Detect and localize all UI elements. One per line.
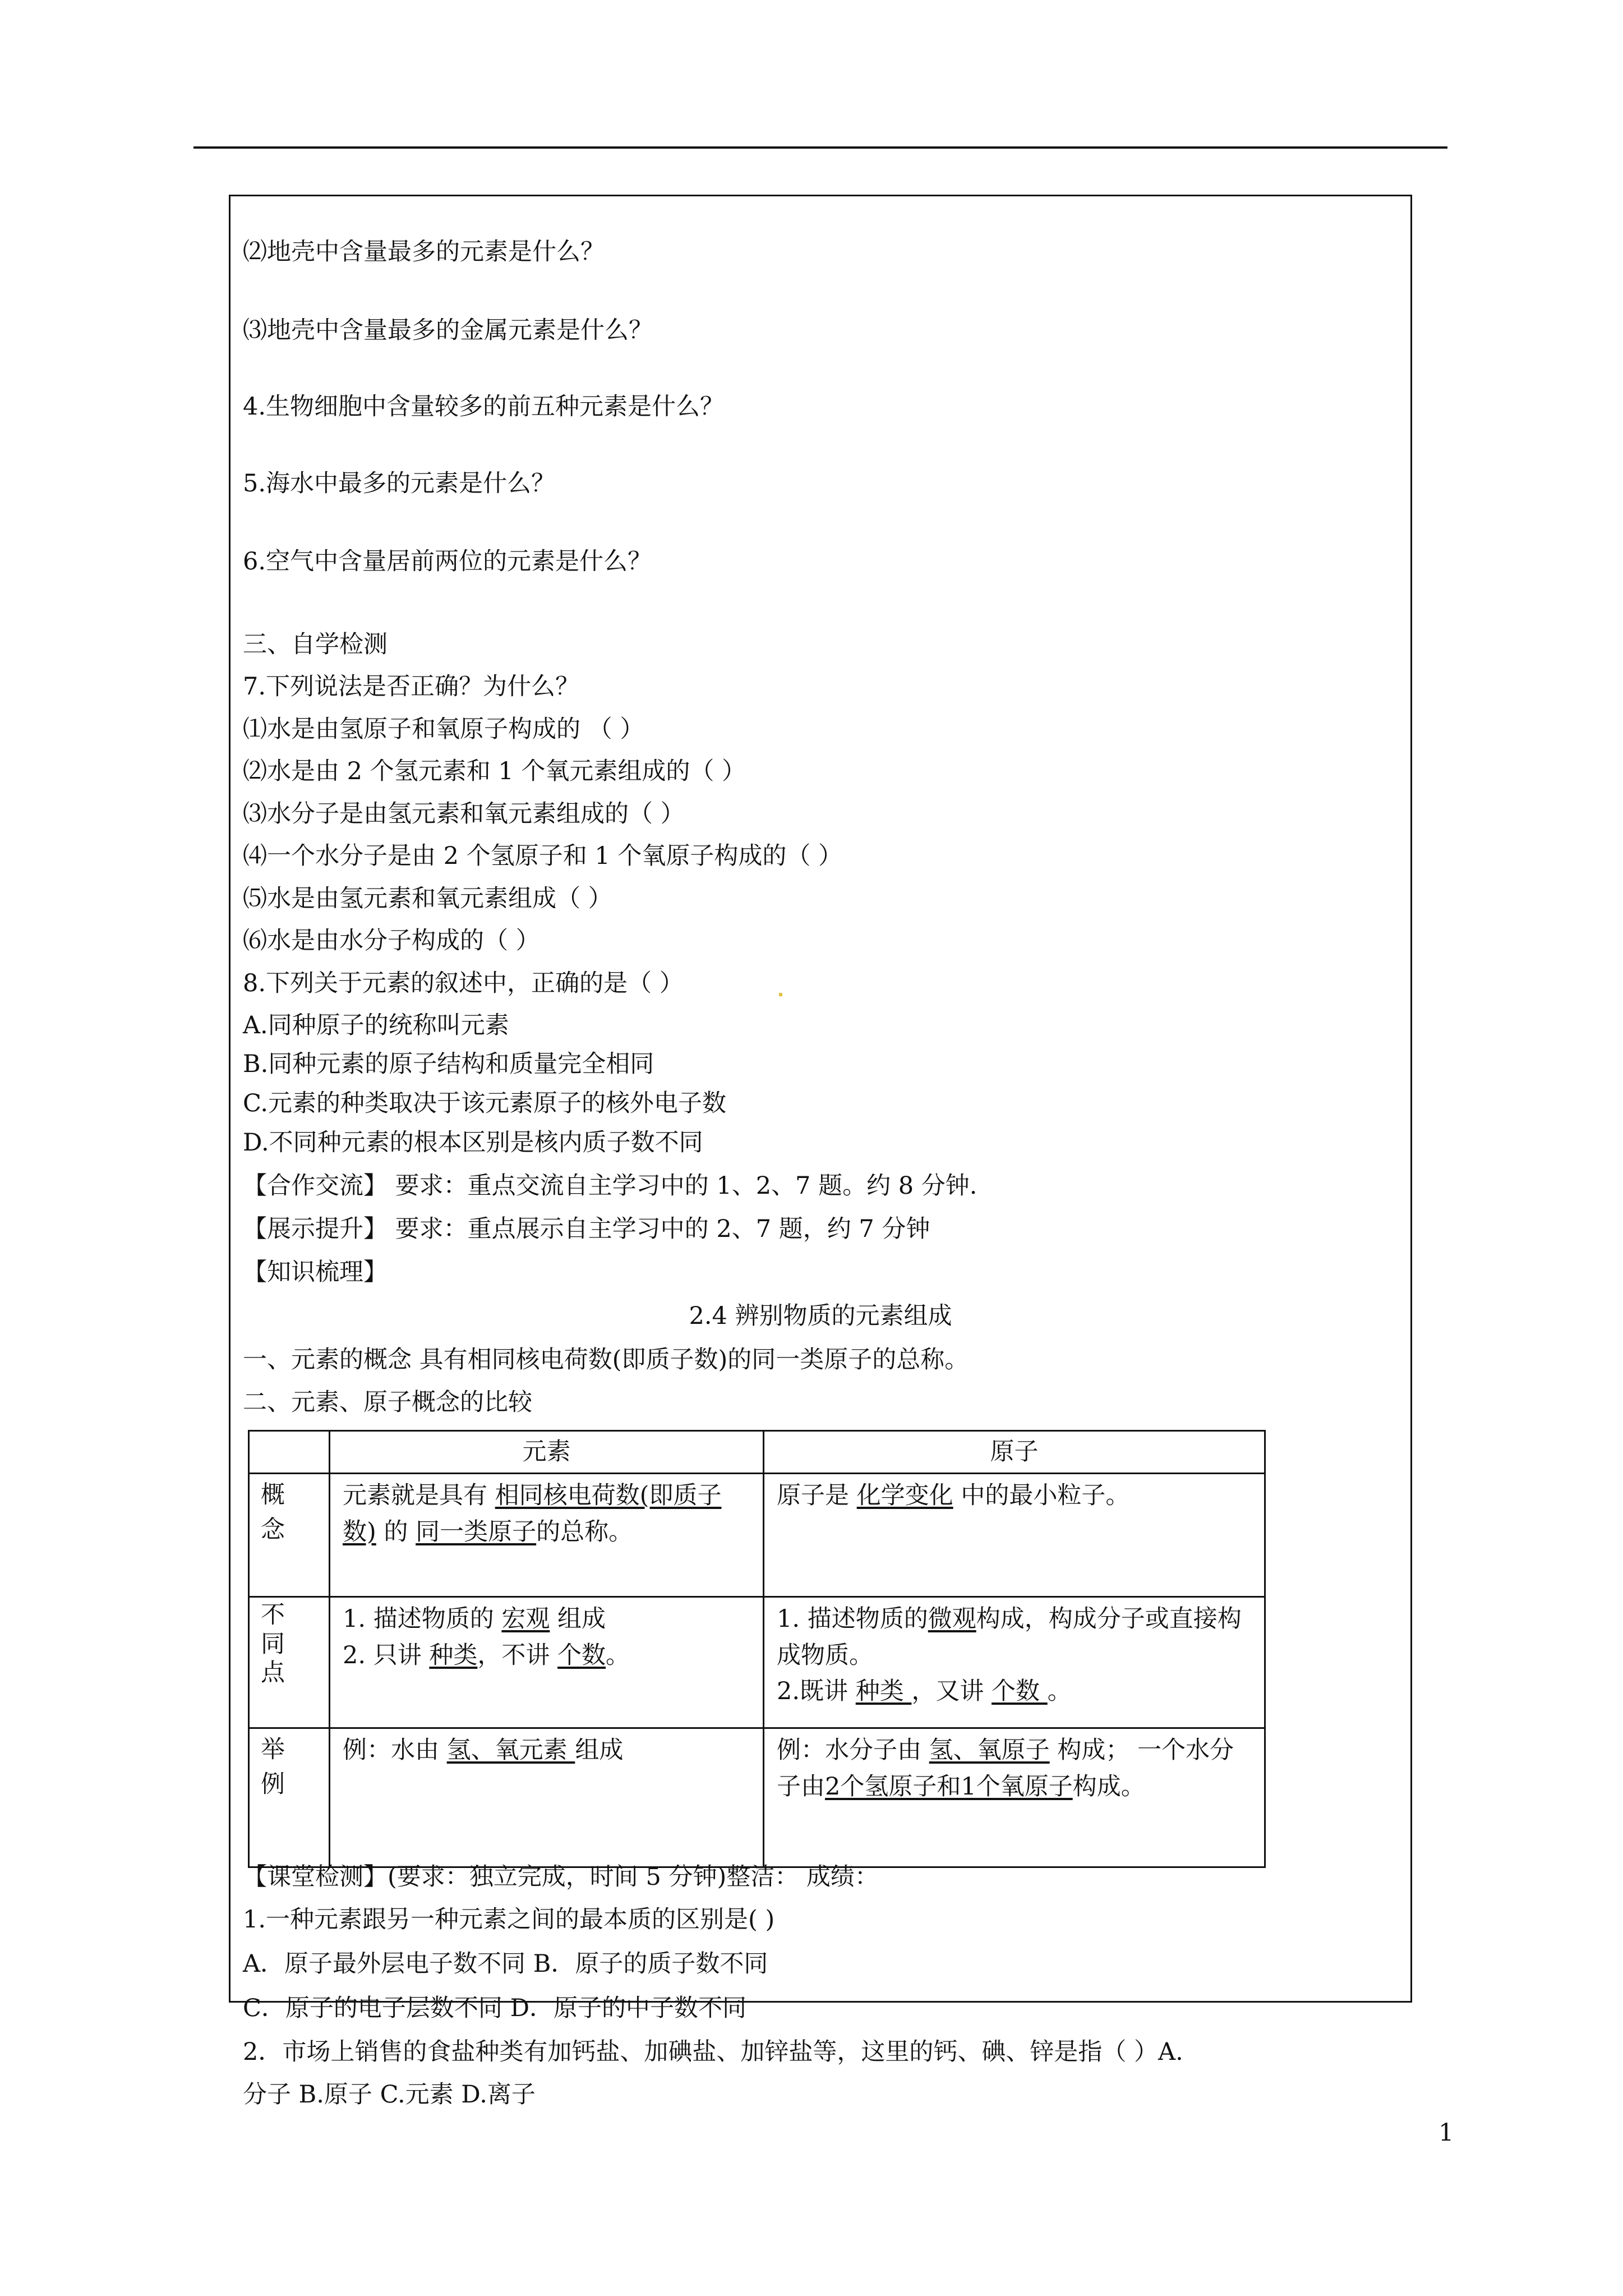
question-8-option-b: B.同种元素的原子结构和质量完全相同 [243,1050,654,1078]
question-8: 8.下列关于元素的叙述中，正确的是（ ） [243,969,684,997]
table-header-corner [249,1431,330,1474]
table-header-element: 元素 [330,1431,764,1474]
test-question-1-options-ab: A．原子最外层电子数不同 B．原子的质子数不同 [243,1950,768,1978]
header-rule [193,146,1447,149]
table-row [249,1474,1265,1597]
row-label-example: 举例 [249,1728,330,1867]
question-7-item-5: ⑸水是由氢元素和氧元素组成（ ） [243,885,612,913]
table-header-row [249,1431,1265,1474]
element-concept: 一、元素的概念 具有相同核电荷数(即质子数)的同一类原子的总称。 [243,1346,969,1374]
table-header-atom: 原子 [764,1431,1265,1474]
question-6: 6.空气中含量居前两位的元素是什么？ [243,547,652,576]
section-subtitle: 2.4 辨别物质的元素组成 [689,1302,952,1330]
test-question-2-options: 分子 B.原子 C.元素 D.离子 [243,2081,536,2109]
comparison-table [248,1430,1266,1868]
cell-atom-concept: 原子是 化学变化 中的最小粒子。 [764,1474,1265,1597]
test-question-1: 1.一种元素跟另一种元素之间的最本质的区别是( ) [243,1906,775,1934]
cooperation-note: 【合作交流】 要求：重点交流自主学习中的 1、2、7 题。约 8 分钟. [243,1172,978,1200]
cell-atom-differences: 1. 描述物质的微观构成，构成分子或直接构成物质。 2.既讲 种类 ，又讲 个数 。 [764,1597,1265,1728]
row-label-concept: 概念 [249,1474,330,1597]
question-4: 4.生物细胞中含量较多的前五种元素是什么？ [243,393,725,421]
stray-mark [779,993,782,996]
row-label-differences: 不同点 [249,1597,330,1728]
question-7-item-3: ⑶水分子是由氢元素和氧元素组成的（ ） [243,800,685,828]
question-8-option-a: A.同种原子的统称叫元素 [243,1011,509,1039]
knowledge-heading: 【知识梳理】 [243,1258,388,1286]
question-7: 7.下列说法是否正确？为什么？ [243,673,580,701]
question-7-item-1: ⑴水是由氢原子和氧原子构成的 （ ） [243,715,644,743]
test-question-1-options-cd: C．原子的电子层数不同 D．原子的中子数不同 [243,1994,747,2022]
question-5: 5.海水中最多的元素是什么？ [243,470,556,498]
question-7-item-2: ⑵水是由 2 个氢元素和 1 个氧元素组成的（ ） [243,757,746,785]
question-3: ⑶地壳中含量最多的金属元素是什么？ [243,316,653,344]
question-8-option-c: C.元素的种类取决于该元素原子的核外电子数 [243,1089,727,1117]
question-7-item-4: ⑷一个水分子是由 2 个氢原子和 1 个氧原子构成的（ ） [243,842,843,870]
cell-element-concept: 元素就是具有 相同核电荷数(即质子数) 的 同一类原子的总称。 [330,1474,764,1597]
table-row [249,1728,1265,1867]
comparison-heading: 二、元素、原子概念的比较 [243,1388,532,1416]
cell-atom-example: 例：水分子由 氢、氧原子 构成； 一个水分子由2个氢原子和1个氧原子构成。 [764,1728,1265,1867]
cell-element-example: 例：水由 氢、氧元素 组成 [330,1728,764,1867]
question-2: ⑵地壳中含量最多的元素是什么？ [243,238,605,266]
question-8-option-d: D.不同种元素的根本区别是核内质子数不同 [243,1129,703,1157]
section-self-test: 三、自学检测 [243,631,388,659]
cell-element-differences: 1. 描述物质的 宏观 组成 2. 只讲 种类，不讲 个数。 [330,1597,764,1728]
test-question-2: 2．市场上销售的食盐种类有加钙盐、加碘盐、加锌盐等，这里的钙、碘、锌是指（ ）A. [243,2038,1183,2066]
presentation-note: 【展示提升】 要求：重点展示自主学习中的 2、7 题，约 7 分钟 [243,1215,930,1243]
table-row [249,1597,1265,1728]
page-number: 1 [1438,2119,1454,2147]
question-7-item-6: ⑹水是由水分子构成的（ ） [243,927,540,955]
class-test-heading: 【课堂检测】(要求：独立完成，时间 5 分钟)整洁： 成绩： [243,1863,879,1891]
